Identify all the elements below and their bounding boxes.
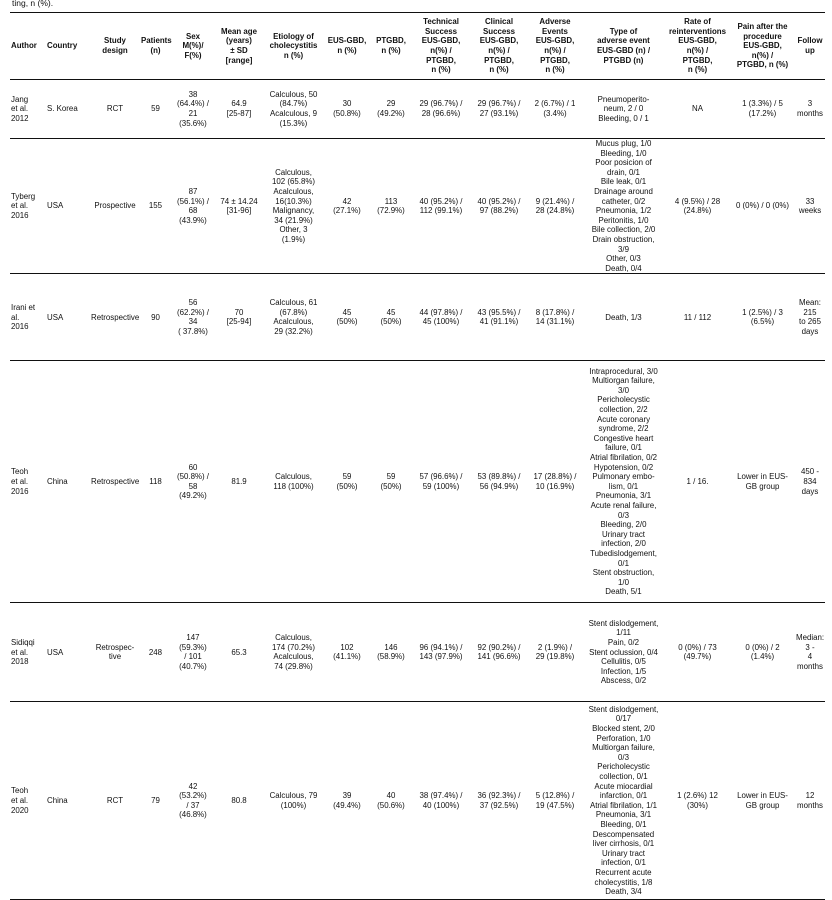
cell-author: Teoh et al. 2016	[11, 467, 29, 496]
cell-technical-success: 57 (96.6%) / 59 (100%)	[419, 472, 463, 491]
header-technical-success: Technical Success EUS-GBD, n(%) / PTGBD, n (%)	[412, 13, 470, 80]
cell-ptgbd: 29 (49.2%)	[377, 99, 405, 118]
cell-country: China	[47, 796, 68, 806]
cell-country: USA	[47, 201, 64, 211]
cell-country: USA	[47, 647, 64, 657]
header-study-design: Study design	[90, 13, 140, 80]
studies-comparison-table	[10, 12, 825, 900]
cell-mean-age: 70 [25-94]	[226, 307, 252, 327]
table-caption-fragment: ting, n (%).	[12, 0, 54, 8]
cell-etiology: Calculous, 61 (67.8%) Acalculous, 29 (32.2%)	[269, 298, 318, 336]
cell-etiology: Calculous, 50 (84.7%) Acalculous, 9 (15.3%)	[269, 89, 318, 128]
cell-sex: 87 (56.1%) / 68 (43.9%)	[176, 186, 209, 225]
cell-study-design: RCT	[106, 104, 124, 114]
cell-pain: 1 (2.5%) / 3 (6.5%)	[742, 307, 783, 327]
cell-ptgbd: 146 (58.9%)	[377, 642, 405, 662]
cell-etiology: Calculous, 102 (65.8%) Acalculous, 16(10.3%) Malignancy, 34 (21.9%) Other, 3 (1.9%)	[272, 167, 315, 244]
table-row	[10, 139, 825, 274]
cell-patients: 90	[151, 312, 160, 322]
cell-patients: 248	[148, 647, 163, 657]
cell-ptgbd: 45 (50%)	[380, 307, 402, 327]
cell-author: Irani et al. 2016	[11, 302, 36, 332]
table-body	[10, 80, 825, 900]
cell-study-design: Retrospec- tive	[95, 642, 135, 662]
cell-sex: 60 (50.8%) / 58 (49.2%)	[176, 462, 209, 501]
cell-sex: 56 (62.2%) / 34 ( 37.8%)	[176, 298, 209, 336]
header-row	[10, 13, 825, 80]
header-sex: Sex M(%)/ F(%)	[171, 13, 215, 80]
cell-study-design: Prospective	[94, 201, 136, 211]
cell-reinterventions: 0 (0%) / 73 (49.7%)	[678, 642, 717, 662]
cell-adverse-event-type: Stent dislodgement, 1/11 Pain, 0/2 Stent oclussion, 0/4 Cellulitis, 0/5 Infection, 1/5 Abscess, 0/2	[588, 618, 659, 686]
cell-country: S. Korea	[47, 104, 78, 114]
cell-eus-gbd: 39 (49.4%)	[333, 791, 361, 810]
header-country: Country	[46, 13, 90, 80]
cell-sex: 147 (59.3%) / 101 (40.7%)	[179, 633, 207, 671]
cell-adverse-events: 17 (28.8%) / 10 (16.9%)	[533, 472, 577, 491]
cell-clinical-success: 29 (96.7%) / 27 (93.1%)	[477, 99, 521, 118]
cell-follow-up: 3 months	[797, 99, 823, 118]
cell-follow-up: Median: 3 - 4 months	[796, 633, 825, 671]
cell-technical-success: 29 (96.7%) / 28 (96.6%)	[419, 99, 463, 118]
cell-eus-gbd: 102 (41.1%)	[333, 642, 361, 662]
header-mean-age: Mean age (years) ± SD [range]	[215, 13, 263, 80]
cell-pain: 1 (3.3%) / 5 (17.2%)	[742, 99, 783, 118]
cell-etiology: Calculous, 79 (100%)	[269, 791, 318, 810]
header-author: Author	[10, 13, 46, 80]
cell-adverse-events: 2 (1.9%) / 29 (19.8%)	[535, 642, 575, 662]
cell-clinical-success: 40 (95.2%) / 97 (88.2%)	[477, 196, 521, 216]
header-adverse-event-type: Type of adverse event EUS-GBD (n) / PTGBD (n)	[582, 13, 665, 80]
cell-reinterventions: NA	[692, 104, 703, 114]
cell-follow-up: Mean: 215 to 265 days	[799, 298, 821, 336]
cell-clinical-success: 43 (95.5%) / 41 (91.1%)	[477, 307, 521, 327]
cell-patients: 155	[148, 201, 163, 211]
cell-study-design: RCT	[106, 796, 124, 806]
table-row	[10, 274, 825, 361]
cell-mean-age: 80.8	[231, 796, 247, 806]
cell-follow-up: 12 months	[797, 791, 823, 810]
cell-eus-gbd: 42 (27.1%)	[333, 196, 361, 216]
cell-pain: Lower in EUS- GB group	[737, 791, 788, 810]
cell-ptgbd: 40 (50.6%)	[377, 791, 405, 810]
cell-mean-age: 64.9 [25-87]	[226, 99, 252, 118]
cell-ptgbd: 113 (72.9%)	[377, 196, 405, 216]
header-follow-up: Follow up	[795, 13, 825, 80]
cell-etiology: Calculous, 118 (100%)	[273, 472, 314, 491]
cell-clinical-success: 92 (90.2%) / 141 (96.6%)	[477, 642, 521, 662]
cell-eus-gbd: 45 (50%)	[336, 307, 358, 327]
header-eus-gbd: EUS-GBD, n (%)	[324, 13, 370, 80]
cell-mean-age: 81.9	[231, 477, 247, 487]
cell-reinterventions: 4 (9.5%) / 28 (24.8%)	[674, 196, 721, 216]
cell-clinical-success: 53 (89.8%) / 56 (94.9%)	[477, 472, 521, 491]
header-reinterventions: Rate of reinterventions EUS-GBD, n(%) / PTGBD, n (%)	[665, 13, 730, 80]
cell-pain: 0 (0%) / 2 (1.4%)	[745, 642, 780, 662]
cell-sex: 38 (64.4%) / 21 (35.6%)	[176, 89, 209, 128]
header-adverse-events: Adverse Events EUS-GBD, n(%) / PTGBD, n (%)	[528, 13, 582, 80]
cell-adverse-event-type: Stent dislodgement, 0/17 Blocked stent, 2/0 Perforation, 1/0 Multiorgan failure, 0/3 Pericholecystic collection, 0/1 Acute miocardial infarction, 0/1 Atrial fibrilation, 1/1 Pneumonia, 3/1 Bleeding, 0/1 Descompensated liver cirrhosis, 0/1 Urinary tract infection, 0/1 Recurrent acute cholecystitis, 1/8 Death, 3/4	[588, 704, 659, 897]
cell-adverse-events: 5 (12.8%) / 19 (47.5%)	[535, 791, 575, 810]
cell-adverse-events: 2 (6.7%) / 1 (3.4%)	[534, 99, 576, 118]
header-patients: Patients (n)	[140, 13, 171, 80]
table-row	[10, 361, 825, 603]
cell-author: Tyberg et al. 2016	[11, 191, 36, 220]
cell-reinterventions: 1 (2.6%) 12 (30%)	[677, 791, 718, 810]
header-etiology: Etiology of cholecystitis n (%)	[263, 13, 324, 80]
cell-adverse-event-type: Pneumoperito- neum, 2 / 0 Bleeding, 0 / 1	[597, 94, 650, 123]
cell-pain: Lower in EUS- GB group	[737, 472, 788, 491]
cell-adverse-event-type: Intraprocedural, 3/0 Multiorgan failure, 3/0 Pericholecystic collection, 2/2 Acute coronary syndrome, 2/2 Congestive heart failure, 0/1 Atrial fibrilation, 0/2 Hypotension, 0/2 Pulmonary embo- lism, 0/1 Pneumonia, 3/1 Acute renal failure, 0/3 Bleeding, 2/0 Urinary tract infection, 2/0 Tubedislodgement, 0/1 Stent obstruction, 1/0 Death, 5/1	[589, 366, 658, 597]
cell-study-design: Retrospective	[91, 477, 140, 487]
cell-adverse-event-type: Mucus plug, 1/0 Bleeding, 1/0 Poor posicion of drain, 0/1 Bile leak, 0/1 Drainage around catheter, 0/2 Pneumonia, 1/2 Peritonitis, 1/0 Bile collection, 2/0 Drain obstruction, 3/9 Other, 0/3 Death, 0/4	[591, 139, 656, 273]
cell-mean-age: 74 ± 14.24 [31-96]	[220, 196, 258, 216]
cell-eus-gbd: 30 (50.8%)	[333, 99, 361, 118]
cell-author: Jang et al. 2012	[11, 94, 29, 123]
cell-follow-up: 33 weeks	[798, 196, 822, 216]
cell-patients: 59	[151, 104, 160, 114]
table-row	[10, 603, 825, 702]
cell-author: Teoh et al. 2020	[11, 786, 29, 815]
cell-technical-success: 40 (95.2%) / 112 (99.1%)	[419, 196, 463, 216]
cell-patients: 118	[149, 477, 162, 487]
cell-reinterventions: 11 / 112	[683, 312, 712, 322]
table-row	[10, 702, 825, 900]
cell-adverse-events: 8 (17.8%) / 14 (31.1%)	[535, 307, 575, 327]
cell-patients: 79	[151, 796, 160, 806]
cell-country: USA	[47, 312, 64, 322]
cell-mean-age: 65.3	[231, 647, 247, 657]
cell-follow-up: 450 - 834 days	[801, 467, 819, 496]
cell-author: Sidiqqi et al. 2018	[11, 637, 35, 667]
header-clinical-success: Clinical Success EUS-GBD, n(%) / PTGBD, n (%)	[470, 13, 528, 80]
cell-adverse-events: 9 (21.4%) / 28 (24.8%)	[535, 196, 575, 216]
cell-ptgbd: 59 (50%)	[380, 472, 402, 491]
cell-reinterventions: 1 / 16.	[686, 477, 709, 487]
cell-clinical-success: 36 (92.3%) / 37 (92.5%)	[477, 791, 521, 810]
header-pain: Pain after the procedure EUS-GBD, n(%) / PTGBD, n (%)	[730, 13, 795, 80]
cell-adverse-event-type: Death, 1/3	[605, 312, 642, 322]
cell-sex: 42 (53.2%) / 37 (46.8%)	[179, 781, 207, 820]
cell-technical-success: 96 (94.1%) / 143 (97.9%)	[419, 642, 463, 662]
table-row	[10, 80, 825, 139]
cell-study-design: Retrospective	[91, 312, 140, 322]
cell-pain: 0 (0%) / 0 (0%)	[735, 201, 790, 211]
cell-technical-success: 44 (97.8%) / 45 (100%)	[419, 307, 463, 327]
cell-country: China	[47, 477, 68, 487]
header-ptgbd: PTGBD, n (%)	[370, 13, 412, 80]
cell-eus-gbd: 59 (50%)	[336, 472, 358, 491]
cell-technical-success: 38 (97.4%) / 40 (100%)	[419, 791, 463, 810]
cell-etiology: Calculous, 174 (70.2%) Acalculous, 74 (29.8%)	[272, 633, 315, 671]
table-header	[10, 13, 825, 80]
